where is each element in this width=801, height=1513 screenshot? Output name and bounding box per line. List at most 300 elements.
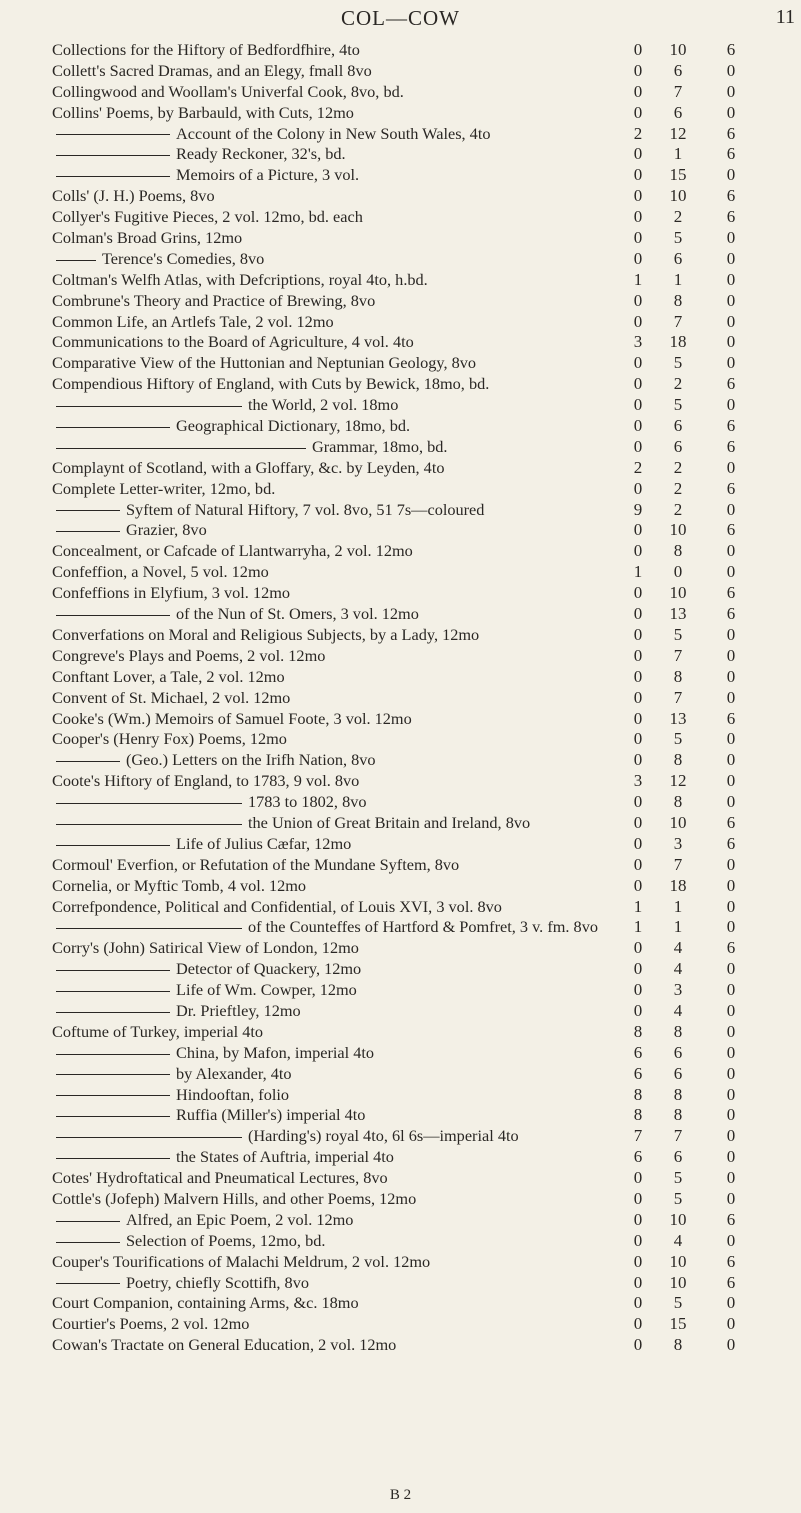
entry-title xyxy=(52,437,616,458)
price-pounds: 0 xyxy=(633,248,643,268)
price-shillings: 6 xyxy=(673,1147,683,1167)
price-shillings: 5 xyxy=(673,1188,683,1208)
price-pence: 6 xyxy=(726,123,736,143)
entry-title-text: Complaynt of Scotland, with a Gloffary, &c. by Leyden, 4to xyxy=(52,457,445,477)
entry-title xyxy=(52,103,612,124)
price-pence: 6 xyxy=(726,186,736,206)
entry-title-text: Couper's Tourifications of Malachi Meldrum, 2 vol. 12mo xyxy=(52,1251,431,1271)
price-pence: 6 xyxy=(726,436,736,456)
catalogue-entry xyxy=(52,604,800,625)
price-pence: 0 xyxy=(726,792,736,812)
price-pence: 6 xyxy=(726,604,736,624)
entry-title-text: Communications to the Board of Agriculture, 4 vol. 4to xyxy=(52,332,414,352)
ditto-rule xyxy=(56,615,170,616)
catalogue-entry xyxy=(52,228,800,249)
entry-title xyxy=(52,124,616,145)
entry-title xyxy=(52,1189,612,1210)
entry-title-text: Complete Letter-writer, 12mo, bd. xyxy=(52,478,276,498)
entry-title xyxy=(52,270,612,291)
price-pence: 6 xyxy=(726,833,736,853)
price-pence: 6 xyxy=(726,416,736,436)
entry-title xyxy=(52,249,616,270)
price-pounds: 0 xyxy=(633,666,643,686)
entry-title-text: Collins' Poems, by Barbauld, with Cuts, 12mo xyxy=(52,102,354,122)
ditto-rule xyxy=(56,176,170,177)
catalogue-entry xyxy=(52,82,800,103)
price-pence: 0 xyxy=(726,457,736,477)
entry-title xyxy=(52,980,616,1001)
entry-title xyxy=(52,479,612,500)
entry-title-text: Confeffions in Elyfium, 3 vol. 12mo xyxy=(52,583,291,603)
catalogue-entry xyxy=(52,729,800,750)
price-shillings: 10 xyxy=(669,186,687,206)
catalogue-entry xyxy=(52,1105,800,1126)
catalogue-entry xyxy=(52,1273,800,1294)
price-pounds: 6 xyxy=(633,1063,643,1083)
price-shillings: 13 xyxy=(669,708,687,728)
price-pence: 0 xyxy=(726,666,736,686)
price-pounds: 0 xyxy=(633,604,643,624)
entry-title-text: Court Companion, containing Arms, &c. 18mo xyxy=(52,1293,359,1313)
price-shillings: 6 xyxy=(673,60,683,80)
price-pence: 0 xyxy=(726,1147,736,1167)
price-pounds: 6 xyxy=(633,1147,643,1167)
catalogue-entry xyxy=(52,500,800,521)
price-pounds: 2 xyxy=(633,123,643,143)
price-pence: 0 xyxy=(726,687,736,707)
entry-title xyxy=(52,228,612,249)
entry-title xyxy=(52,207,612,228)
price-pounds: 0 xyxy=(633,102,643,122)
entry-title xyxy=(52,1314,612,1335)
catalogue-entry xyxy=(52,40,800,61)
price-pence: 0 xyxy=(726,1105,736,1125)
entry-title-text: Grazier, 8vo xyxy=(126,520,207,540)
catalogue-entry xyxy=(52,1022,800,1043)
running-head: COL—COW xyxy=(341,6,460,30)
price-shillings: 6 xyxy=(673,1063,683,1083)
catalogue-entry xyxy=(52,520,800,541)
price-shillings: 8 xyxy=(673,750,683,770)
ditto-rule xyxy=(56,531,120,532)
catalogue-entry xyxy=(52,437,800,458)
price-pounds: 0 xyxy=(633,645,643,665)
catalogue-entry xyxy=(52,917,800,938)
price-shillings: 8 xyxy=(673,541,683,561)
entry-title-text: by Alexander, 4to xyxy=(176,1063,292,1083)
ditto-rule xyxy=(56,427,170,428)
price-pence: 0 xyxy=(726,499,736,519)
entry-title-text: of the Counteffes of Hartford & Pomfret, 3 v. fm. 8vo xyxy=(248,917,598,937)
price-pence: 0 xyxy=(726,1042,736,1062)
entry-title xyxy=(52,855,612,876)
price-pounds: 2 xyxy=(633,457,643,477)
catalogue-entry xyxy=(52,1293,800,1314)
price-pounds: 1 xyxy=(633,269,643,289)
price-pounds: 0 xyxy=(633,687,643,707)
entry-title-text: Convent of St. Michael, 2 vol. 12mo xyxy=(52,687,291,707)
price-shillings: 2 xyxy=(673,499,683,519)
price-shillings: 8 xyxy=(673,290,683,310)
entry-title-text: Terence's Comedies, 8vo xyxy=(102,248,265,268)
price-pounds: 0 xyxy=(633,478,643,498)
price-pounds: 0 xyxy=(633,207,643,227)
entry-title xyxy=(52,938,612,959)
price-pence: 0 xyxy=(726,1188,736,1208)
catalogue-entry xyxy=(52,1001,800,1022)
entry-title-text: the Union of Great Britain and Ireland, 8vo xyxy=(248,812,531,832)
price-shillings: 5 xyxy=(673,729,683,749)
entry-title-text: Syftem of Natural Hiftory, 7 vol. 8vo, 51 7s—coloured xyxy=(126,499,485,519)
price-shillings: 10 xyxy=(669,40,687,59)
price-pounds: 0 xyxy=(633,1168,643,1188)
price-shillings: 10 xyxy=(669,812,687,832)
price-shillings: 6 xyxy=(673,248,683,268)
catalogue-entry xyxy=(52,667,800,688)
catalogue-entry xyxy=(52,207,800,228)
catalogue-entry xyxy=(52,458,800,479)
entry-title xyxy=(52,1001,616,1022)
catalogue-entry xyxy=(52,249,800,270)
price-shillings: 8 xyxy=(673,1084,683,1104)
entry-title-text: Comparative View of the Huttonian and Neptunian Geology, 8vo xyxy=(52,353,477,373)
price-pence: 0 xyxy=(726,1230,736,1250)
entry-title xyxy=(52,1293,612,1314)
entry-title-text: Alfred, an Epic Poem, 2 vol. 12mo xyxy=(126,1209,354,1229)
catalogue-entry xyxy=(52,959,800,980)
catalogue-entry xyxy=(52,1252,800,1273)
price-pence: 0 xyxy=(726,1126,736,1146)
price-shillings: 2 xyxy=(673,457,683,477)
price-shillings: 6 xyxy=(673,436,683,456)
price-pounds: 9 xyxy=(633,499,643,519)
price-pounds: 0 xyxy=(633,1188,643,1208)
price-pence: 0 xyxy=(726,771,736,791)
price-pounds: 0 xyxy=(633,1314,643,1334)
entry-title xyxy=(52,1231,616,1252)
catalogue-entry xyxy=(52,1314,800,1335)
entry-title xyxy=(52,729,612,750)
price-shillings: 8 xyxy=(673,1021,683,1041)
ditto-rule xyxy=(56,824,242,825)
entry-title-text: Compendious Hiftory of England, with Cuts by Bewick, 18mo, bd. xyxy=(52,374,490,394)
entry-title-text: Conftant Lover, a Tale, 2 vol. 12mo xyxy=(52,666,285,686)
price-pence: 6 xyxy=(726,520,736,540)
page-header xyxy=(0,2,801,42)
entry-title xyxy=(52,667,612,688)
price-pence: 0 xyxy=(726,1293,736,1313)
price-shillings: 7 xyxy=(673,81,683,101)
catalogue-entry xyxy=(52,395,800,416)
price-pounds: 8 xyxy=(633,1105,643,1125)
catalogue-entry xyxy=(52,374,800,395)
entry-title xyxy=(52,1126,616,1147)
ditto-rule xyxy=(56,970,170,971)
entry-title-text: Common Life, an Artlefs Tale, 2 vol. 12mo xyxy=(52,311,334,331)
entry-title-text: Cooke's (Wm.) Memoirs of Samuel Foote, 3 vol. 12mo xyxy=(52,708,412,728)
catalogue-entry xyxy=(52,855,800,876)
entry-title xyxy=(52,40,612,61)
ditto-rule xyxy=(56,803,242,804)
entry-title xyxy=(52,688,612,709)
price-pence: 6 xyxy=(726,1209,736,1229)
price-shillings: 1 xyxy=(673,896,683,916)
entry-title xyxy=(52,395,616,416)
catalogue-entry xyxy=(52,1231,800,1252)
entry-title xyxy=(52,1168,612,1189)
price-shillings: 7 xyxy=(673,687,683,707)
price-pence: 0 xyxy=(726,165,736,185)
entry-title xyxy=(52,1105,616,1126)
entry-title-text: Cowan's Tractate on General Education, 2 vol. 12mo xyxy=(52,1335,397,1355)
price-pounds: 6 xyxy=(633,1042,643,1062)
entry-title-text: Concealment, or Cafcade of Llantwarryha, 2 vol. 12mo xyxy=(52,541,413,561)
price-shillings: 3 xyxy=(673,833,683,853)
entry-title-text: Coltman's Welfh Atlas, with Defcriptions, royal 4to, h.bd. xyxy=(52,269,428,289)
price-pence: 0 xyxy=(726,729,736,749)
price-pence: 0 xyxy=(726,1168,736,1188)
price-shillings: 18 xyxy=(669,332,687,352)
price-pounds: 0 xyxy=(633,1293,643,1313)
price-pounds: 0 xyxy=(633,165,643,185)
price-shillings: 6 xyxy=(673,1042,683,1062)
catalogue-entry xyxy=(52,709,800,730)
entry-title xyxy=(52,541,612,562)
catalogue-entry xyxy=(52,291,800,312)
price-shillings: 6 xyxy=(673,102,683,122)
entry-title xyxy=(52,1147,616,1168)
entry-title xyxy=(52,1022,612,1043)
entry-title-text: Life of Julius Cæfar, 12mo xyxy=(176,833,352,853)
catalogue-entry xyxy=(52,1168,800,1189)
catalogue-entry xyxy=(52,562,800,583)
price-pounds: 8 xyxy=(633,1021,643,1041)
entry-title-text: Cooper's (Henry Fox) Poems, 12mo xyxy=(52,729,287,749)
price-pence: 0 xyxy=(726,395,736,415)
catalogue-entry xyxy=(52,353,800,374)
price-shillings: 5 xyxy=(673,1293,683,1313)
entry-title xyxy=(52,959,616,980)
entry-title xyxy=(52,374,612,395)
price-pence: 0 xyxy=(726,1063,736,1083)
price-pounds: 0 xyxy=(633,60,643,80)
catalogue-entry xyxy=(52,813,800,834)
entry-title-text: Congreve's Plays and Poems, 2 vol. 12mo xyxy=(52,645,326,665)
entry-title xyxy=(52,416,616,437)
price-pounds: 0 xyxy=(633,729,643,749)
price-pence: 0 xyxy=(726,896,736,916)
ditto-rule xyxy=(56,1054,170,1055)
entry-title-text: 1783 to 1802, 8vo xyxy=(248,792,367,812)
entry-title xyxy=(52,165,616,186)
entry-title-text: Collingwood and Woollam's Univerfal Cook, 8vo, bd. xyxy=(52,81,404,101)
entry-title xyxy=(52,917,644,938)
entry-title-text: Life of Wm. Cowper, 12mo xyxy=(176,980,357,1000)
catalogue-entry xyxy=(52,625,800,646)
entry-title xyxy=(52,876,612,897)
price-shillings: 18 xyxy=(669,875,687,895)
catalogue-entry xyxy=(52,688,800,709)
catalogue-entry xyxy=(52,312,800,333)
price-pounds: 0 xyxy=(633,541,643,561)
entry-title xyxy=(52,312,612,333)
catalogue-entry xyxy=(52,897,800,918)
price-shillings: 5 xyxy=(673,395,683,415)
entry-title-text: Poetry, chiefly Scottifh, 8vo xyxy=(126,1272,309,1292)
entry-title-text: Cottle's (Jofeph) Malvern Hills, and other Poems, 12mo xyxy=(52,1188,417,1208)
price-pence: 0 xyxy=(726,228,736,248)
price-pence: 0 xyxy=(726,541,736,561)
price-pounds: 0 xyxy=(633,144,643,164)
price-pounds: 1 xyxy=(633,562,643,582)
entry-title-text: the World, 2 vol. 18mo xyxy=(248,395,399,415)
price-shillings: 5 xyxy=(673,353,683,373)
entry-title-text: Selection of Poems, 12mo, bd. xyxy=(126,1230,326,1250)
entry-title-text: Colman's Broad Grins, 12mo xyxy=(52,228,243,248)
price-pounds: 0 xyxy=(633,875,643,895)
price-shillings: 10 xyxy=(669,1209,687,1229)
entry-title-text: of the Nun of St. Omers, 3 vol. 12mo xyxy=(176,604,419,624)
catalogue-entry xyxy=(52,1126,800,1147)
entry-title xyxy=(52,1273,616,1294)
price-shillings: 8 xyxy=(673,666,683,686)
entry-title xyxy=(52,1210,616,1231)
price-shillings: 2 xyxy=(673,478,683,498)
catalogue-entry xyxy=(52,416,800,437)
price-shillings: 3 xyxy=(673,980,683,1000)
price-pence: 6 xyxy=(726,144,736,164)
catalogue-entry xyxy=(52,1085,800,1106)
entry-title xyxy=(52,82,612,103)
price-pounds: 0 xyxy=(633,186,643,206)
entry-title xyxy=(52,291,612,312)
entry-title xyxy=(52,1335,612,1356)
price-shillings: 8 xyxy=(673,1335,683,1355)
ditto-rule xyxy=(56,1221,120,1222)
ditto-rule xyxy=(56,155,170,156)
price-shillings: 10 xyxy=(669,1272,687,1292)
catalogue-entry xyxy=(52,876,800,897)
catalogue-entry xyxy=(52,1147,800,1168)
entry-title xyxy=(52,144,616,165)
ditto-rule xyxy=(56,260,96,261)
entry-title-text: Ruffia (Miller's) imperial 4to xyxy=(176,1105,366,1125)
entry-title xyxy=(52,332,612,353)
entry-title-text: Coftume of Turkey, imperial 4to xyxy=(52,1021,264,1041)
price-shillings: 0 xyxy=(673,562,683,582)
price-pence: 6 xyxy=(726,478,736,498)
price-shillings: 2 xyxy=(673,374,683,394)
price-pounds: 0 xyxy=(633,40,643,59)
catalogue-entry xyxy=(52,750,800,771)
entry-title-text: Dr. Prieftley, 12mo xyxy=(176,1000,301,1020)
price-shillings: 10 xyxy=(669,1251,687,1271)
price-shillings: 4 xyxy=(673,959,683,979)
signature-mark: B 2 xyxy=(389,1487,412,1503)
price-pence: 0 xyxy=(726,248,736,268)
catalogue-entry xyxy=(52,1335,800,1356)
entry-title-text: Ready Reckoner, 32's, bd. xyxy=(176,144,346,164)
entry-title-text: Account of the Colony in New South Wales, 4to xyxy=(176,123,491,143)
entry-title xyxy=(52,813,616,834)
price-shillings: 1 xyxy=(673,144,683,164)
price-pence: 6 xyxy=(726,374,736,394)
price-pounds: 0 xyxy=(633,833,643,853)
entry-title xyxy=(52,562,612,583)
entry-title xyxy=(52,583,612,604)
entry-title xyxy=(52,750,616,771)
catalogue-entry xyxy=(52,938,800,959)
entry-title xyxy=(52,1064,616,1085)
catalogue-entry xyxy=(52,1043,800,1064)
price-pounds: 0 xyxy=(633,290,643,310)
ditto-rule xyxy=(56,991,170,992)
price-pounds: 0 xyxy=(633,1251,643,1271)
price-pence: 0 xyxy=(726,1084,736,1104)
entry-title xyxy=(52,1085,616,1106)
ditto-rule xyxy=(56,1012,170,1013)
entry-title-text: the States of Auftria, imperial 4to xyxy=(176,1147,394,1167)
entry-title xyxy=(52,61,612,82)
price-shillings: 5 xyxy=(673,1168,683,1188)
entry-title-text: (Geo.) Letters on the Irifh Nation, 8vo xyxy=(126,750,376,770)
price-pence: 6 xyxy=(726,207,736,227)
ditto-rule xyxy=(56,761,120,762)
price-shillings: 4 xyxy=(673,1230,683,1250)
catalogue-entry xyxy=(52,541,800,562)
price-pence: 6 xyxy=(726,812,736,832)
entry-title-text: Cotes' Hydroftatical and Pneumatical Lectures, 8vo xyxy=(52,1168,388,1188)
entry-title xyxy=(52,625,612,646)
price-pounds: 0 xyxy=(633,708,643,728)
price-shillings: 8 xyxy=(673,1105,683,1125)
ditto-rule xyxy=(56,1116,170,1117)
price-pence: 0 xyxy=(726,1335,736,1355)
entry-title xyxy=(52,1252,612,1273)
entry-title-text: Collett's Sacred Dramas, and an Elegy, fmall 8vo xyxy=(52,60,372,80)
entry-title-text: Collyer's Fugitive Pieces, 2 vol. 12mo, bd. each xyxy=(52,207,363,227)
entry-title-text: China, by Mafon, imperial 4to xyxy=(176,1042,375,1062)
price-pence: 0 xyxy=(726,875,736,895)
price-shillings: 7 xyxy=(673,311,683,331)
price-pounds: 3 xyxy=(633,771,643,791)
price-pence: 0 xyxy=(726,854,736,874)
ditto-rule xyxy=(56,510,120,511)
price-pounds: 0 xyxy=(633,436,643,456)
entry-title-text: Correfpondence, Political and Confidential, of Louis XVI, 3 vol. 8vo xyxy=(52,896,502,916)
price-pounds: 0 xyxy=(633,81,643,101)
price-shillings: 5 xyxy=(673,624,683,644)
catalogue-entry xyxy=(52,646,800,667)
price-shillings: 12 xyxy=(669,123,687,143)
entry-title-text: (Harding's) royal 4to, 6l 6s—imperial 4to xyxy=(248,1126,519,1146)
catalogue-entry xyxy=(52,980,800,1001)
price-pence: 0 xyxy=(726,917,736,937)
price-pounds: 0 xyxy=(633,938,643,958)
entry-title xyxy=(52,1043,616,1064)
price-pounds: 0 xyxy=(633,395,643,415)
price-pence: 6 xyxy=(726,40,736,59)
entry-title-text: Courtier's Poems, 2 vol. 12mo xyxy=(52,1314,250,1334)
catalogue-entry xyxy=(52,270,800,291)
price-shillings: 7 xyxy=(673,854,683,874)
catalogue-entry xyxy=(52,771,800,792)
catalogue-entry xyxy=(52,834,800,855)
price-pence: 0 xyxy=(726,269,736,289)
entry-title xyxy=(52,186,612,207)
price-pence: 0 xyxy=(726,353,736,373)
price-pounds: 0 xyxy=(633,228,643,248)
